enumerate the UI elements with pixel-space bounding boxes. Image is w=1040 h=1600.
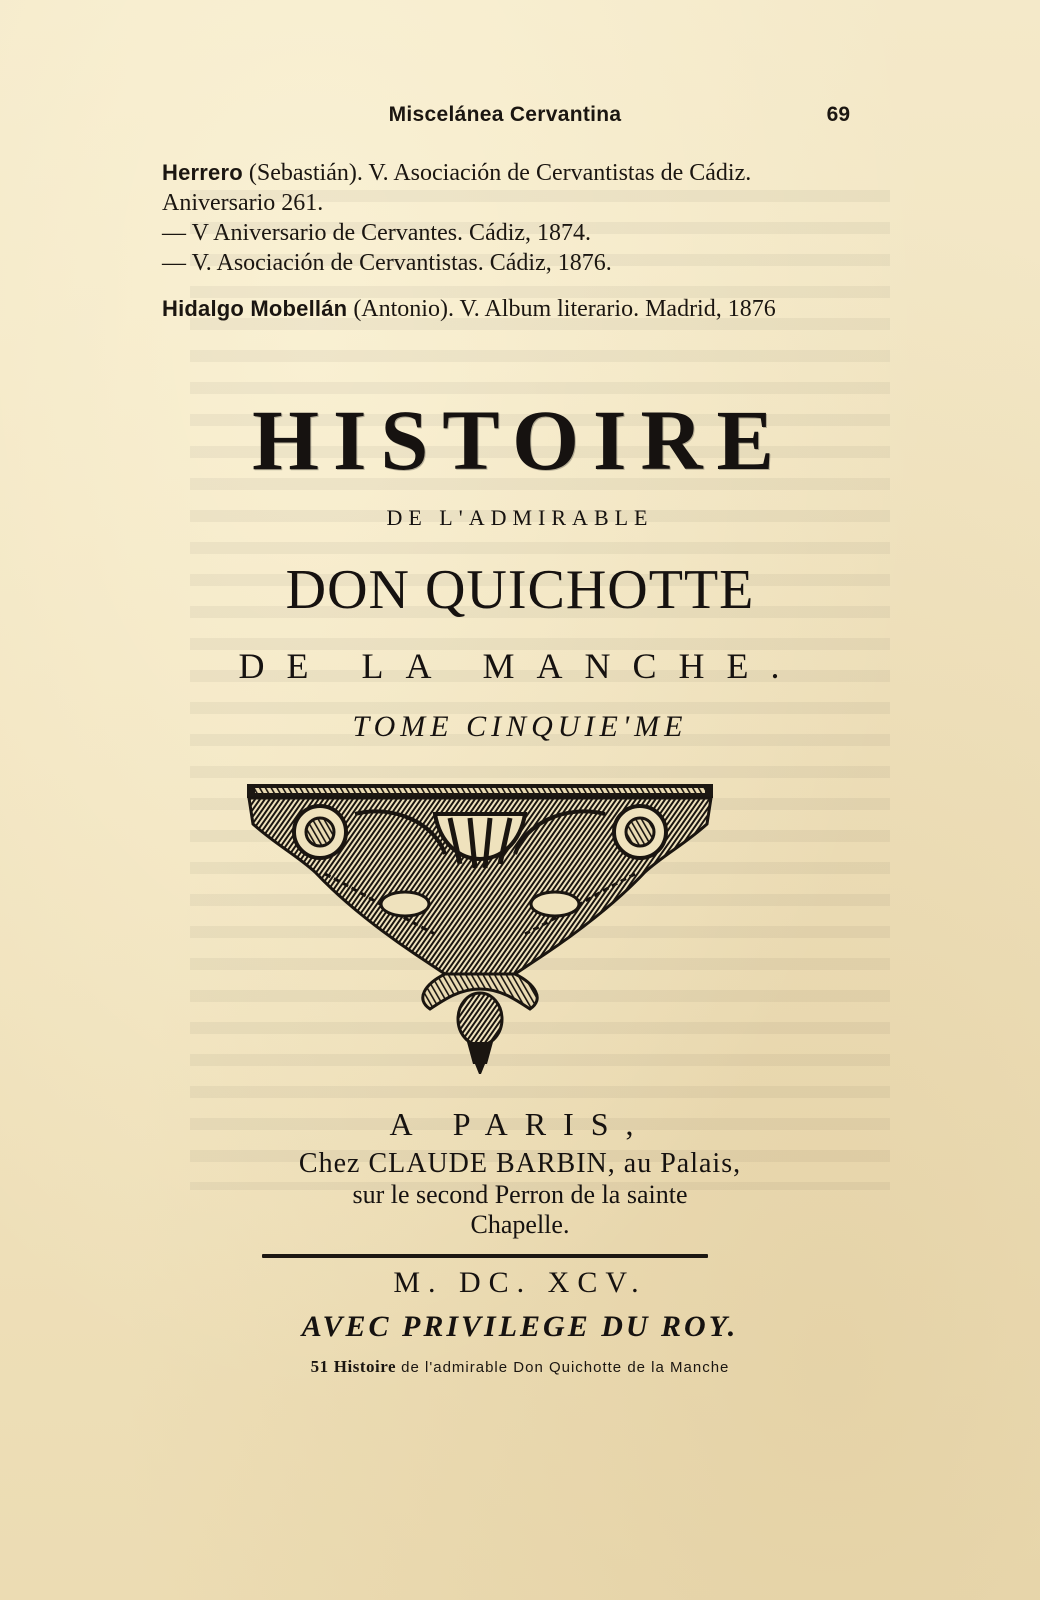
entry-name: Herrero: [162, 160, 243, 185]
entry-text: (Sebastián). V. Asociación de Cervantistas de Cádiz.: [242, 160, 752, 186]
facsimile-place: A PARIS,: [389, 1106, 651, 1142]
caption-title: Histoire: [333, 1357, 397, 1376]
page-number: 69: [826, 103, 850, 126]
figure-caption: [0, 1357, 1040, 1377]
imprint-rule: [262, 1254, 708, 1258]
facsimile-printer: Chez CLAUDE BARBIN, au Palais,: [298, 1148, 742, 1179]
facsimile-privilege: AVEC PRIVILEGE DU ROY.: [301, 1310, 739, 1343]
entry-herrero-continuation: Aniversario 261.: [162, 190, 324, 216]
entry-subline-1874: — V Aniversario de Cervantes. Cádiz, 1874.: [162, 220, 592, 246]
caption-text: de l'admirable Don Quichotte de la Manche: [396, 1359, 730, 1376]
entry-hidalgo: [162, 294, 882, 324]
facsimile-volume: TOME CINQUIE'ME: [352, 710, 688, 743]
entry-subline-1876: — V. Asociación de Cervantistas. Cádiz, 1876.: [162, 250, 612, 276]
facsimile-date: M. DC. XCV.: [393, 1266, 647, 1299]
running-head: [160, 103, 850, 133]
woodcut-ornament: [245, 784, 715, 1074]
facsimile-subtitle-2: DE LA MANCHE.: [238, 646, 802, 686]
bibliography-entries: [162, 158, 882, 324]
caption-number: 51: [310, 1357, 329, 1376]
facsimile-subtitle: DE L'ADMIRABLE: [386, 505, 654, 530]
facsimile-title: HISTOIRE: [252, 392, 788, 488]
entry-herrero: [162, 158, 882, 188]
running-title: Miscelánea Cervantina: [388, 103, 622, 126]
facsimile-main-title: DON QUICHOTTE: [285, 559, 755, 621]
facsimile-address-2: Chapelle.: [470, 1210, 570, 1239]
entry-text: (Antonio). V. Album literario. Madrid, 1876: [347, 296, 776, 322]
title-page-facsimile: [0, 390, 1040, 1343]
facsimile-address: sur le second Perron de la sainte: [352, 1180, 688, 1209]
entry-name: Hidalgo Mobellán: [162, 296, 348, 321]
